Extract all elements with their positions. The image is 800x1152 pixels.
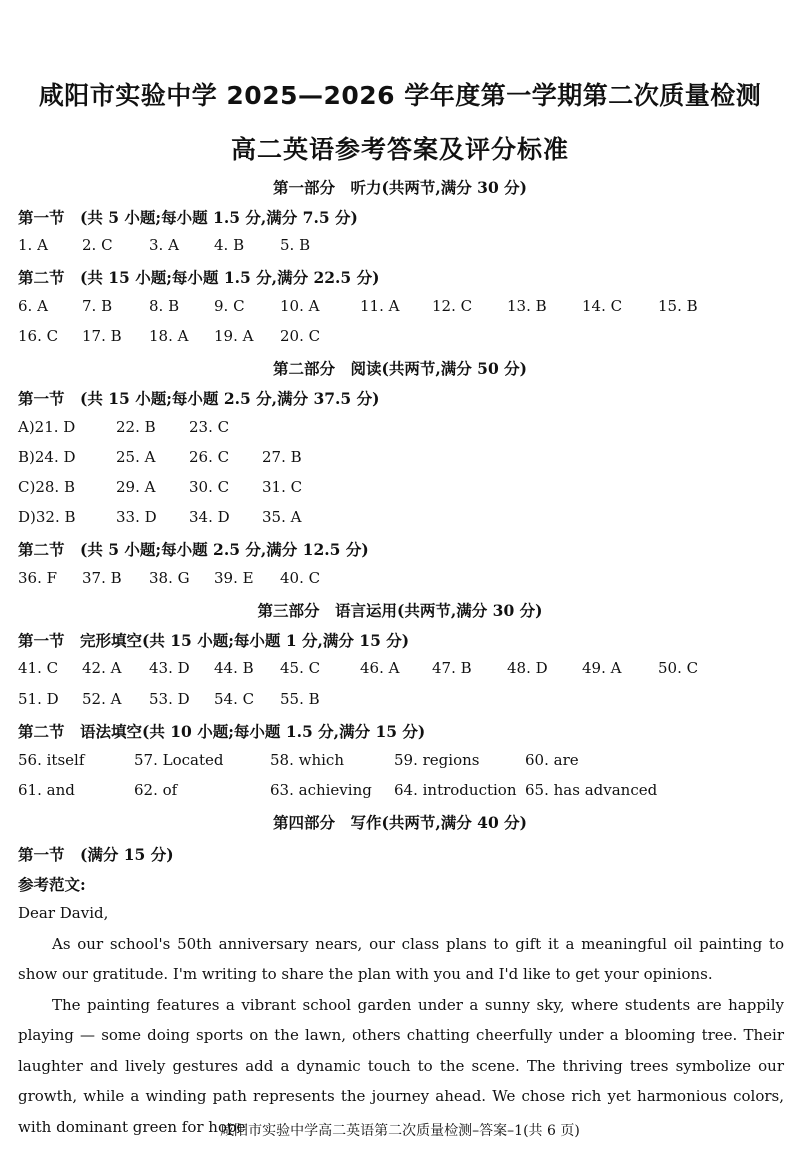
answer-item: A)21. D bbox=[18, 418, 76, 436]
answer-item: 1. A bbox=[18, 236, 48, 254]
part1-heading: 第一部分 听力(共两节,满分 30 分) bbox=[273, 178, 527, 197]
sample-essay bbox=[18, 898, 784, 1142]
answer-item: 23. C bbox=[189, 418, 230, 436]
answer-item: 16. C bbox=[18, 327, 59, 345]
answer-item: 29. A bbox=[116, 478, 156, 496]
answer-item: 41. C bbox=[18, 659, 59, 677]
part1-sec2-heading: 第二节 (共 15 小题;每小题 1.5 分,满分 22.5 分) bbox=[18, 268, 380, 287]
answer-item: 7. B bbox=[82, 297, 113, 315]
answer-item: 63. achieving bbox=[270, 781, 372, 799]
part2-sec2-heading: 第二节 (共 5 小题;每小题 2.5 分,满分 12.5 分) bbox=[18, 540, 369, 559]
answer-item: 2. C bbox=[82, 236, 113, 254]
answer-item: 18. A bbox=[149, 327, 189, 345]
answer-item: 54. C bbox=[214, 690, 255, 708]
part4-sec1-heading: 第一节 (满分 15 分) bbox=[18, 845, 174, 864]
answer-item: 10. A bbox=[280, 297, 320, 315]
answer-item: C)28. B bbox=[18, 478, 75, 496]
answer-item: 35. A bbox=[262, 508, 302, 526]
answer-item: 43. D bbox=[149, 659, 190, 677]
answer-item: 50. C bbox=[658, 659, 699, 677]
answer-item: 52. A bbox=[82, 690, 122, 708]
answer-item: 65. has advanced bbox=[525, 781, 658, 799]
essay-salutation: Dear David, bbox=[18, 904, 109, 922]
answer-item: 13. B bbox=[507, 297, 547, 315]
answer-item: 49. A bbox=[582, 659, 622, 677]
answer-item: 8. B bbox=[149, 297, 180, 315]
part3-sec2-heading: 第二节 语法填空(共 10 小题;每小题 1.5 分,满分 15 分) bbox=[18, 722, 426, 741]
answer-item: 37. B bbox=[82, 569, 122, 587]
answer-item: 19. A bbox=[214, 327, 254, 345]
answer-row bbox=[18, 690, 788, 710]
answer-item: 3. A bbox=[149, 236, 179, 254]
answer-row bbox=[18, 327, 788, 347]
answer-item: 22. B bbox=[116, 418, 156, 436]
part2-heading: 第二部分 阅读(共两节,满分 50 分) bbox=[273, 359, 527, 378]
answer-item: 38. G bbox=[149, 569, 190, 587]
answer-item: 31. C bbox=[262, 478, 303, 496]
answer-item: 17. B bbox=[82, 327, 122, 345]
answer-item: 4. B bbox=[214, 236, 245, 254]
answer-item: 11. A bbox=[360, 297, 400, 315]
answer-item: 12. C bbox=[432, 297, 473, 315]
answer-row bbox=[18, 569, 788, 589]
answer-item: 56. itself bbox=[18, 751, 85, 769]
part2-sec1-heading: 第一节 (共 15 小题;每小题 2.5 分,满分 37.5 分) bbox=[18, 389, 380, 408]
exam-title: 咸阳市实验中学 2025—2026 学年度第一学期第二次质量检测 bbox=[38, 81, 762, 110]
part3-sec1-heading: 第一节 完形填空(共 15 小题;每小题 1 分,满分 15 分) bbox=[18, 631, 410, 650]
answer-item: 55. B bbox=[280, 690, 320, 708]
answer-item: 48. D bbox=[507, 659, 548, 677]
answer-item: 36. F bbox=[18, 569, 58, 587]
answer-item: 58. which bbox=[270, 751, 344, 769]
answer-item: 6. A bbox=[18, 297, 48, 315]
answer-item: 61. and bbox=[18, 781, 75, 799]
answer-item: B)24. D bbox=[18, 448, 76, 466]
answer-item: 25. A bbox=[116, 448, 156, 466]
answer-item: 40. C bbox=[280, 569, 321, 587]
answer-item: 39. E bbox=[214, 569, 254, 587]
answer-item: 15. B bbox=[658, 297, 698, 315]
answer-item: 53. D bbox=[149, 690, 190, 708]
sample-essay-label: 参考范文: bbox=[18, 875, 86, 894]
answer-row bbox=[18, 508, 788, 528]
answer-row bbox=[18, 297, 788, 317]
part1-sec1-heading: 第一节 (共 5 小题;每小题 1.5 分,满分 7.5 分) bbox=[18, 208, 358, 227]
answer-item: 64. introduction bbox=[394, 781, 517, 799]
part4-heading: 第四部分 写作(共两节,满分 40 分) bbox=[273, 813, 527, 832]
page-footer: 咸阳市实验中学高二英语第二次质量检测–答案–1(共 6 页) bbox=[220, 1123, 580, 1139]
answer-item: D)32. B bbox=[18, 508, 76, 526]
answer-row bbox=[18, 478, 788, 498]
answer-item: 45. C bbox=[280, 659, 321, 677]
answer-item: 33. D bbox=[116, 508, 157, 526]
answer-item: 42. A bbox=[82, 659, 122, 677]
answer-row bbox=[18, 659, 788, 679]
answer-row bbox=[18, 751, 788, 771]
answer-item: 46. A bbox=[360, 659, 400, 677]
answer-row bbox=[18, 418, 788, 438]
answer-item: 27. B bbox=[262, 448, 302, 466]
answer-item: 30. C bbox=[189, 478, 230, 496]
answer-key-title: 高二英语参考答案及评分标准 bbox=[230, 135, 569, 164]
part3-heading: 第三部分 语言运用(共两节,满分 30 分) bbox=[257, 601, 543, 620]
answer-item: 20. C bbox=[280, 327, 321, 345]
answer-item: 51. D bbox=[18, 690, 59, 708]
essay-paragraph: The painting features a vibrant school garden under a sunny sky, where students are happily playing — some doing sports on the lawn, others chatting cheerfully under a blooming tree. Their laughter and lively gestures add a dynamic touch to the scene. The thriving trees symbolize our growth, while a winding path represents the journey ahead. We chose rich yet harmonious colors, with dominant green for hope bbox=[18, 995, 784, 1136]
answer-item: 59. regions bbox=[394, 751, 480, 769]
answer-item: 57. Located bbox=[134, 751, 224, 769]
answer-item: 5. B bbox=[280, 236, 311, 254]
answer-row bbox=[18, 236, 788, 256]
answer-item: 26. C bbox=[189, 448, 230, 466]
answer-row bbox=[18, 448, 788, 468]
answer-item: 9. C bbox=[214, 297, 245, 315]
essay-paragraph: As our school's 50th anniversary nears, our class plans to gift it a meaningful oil painting to show our gratitude. I'm writing to share the plan with you and I'd like to get your opinions. bbox=[18, 934, 784, 983]
answer-item: 60. are bbox=[525, 751, 579, 769]
answer-item: 62. of bbox=[134, 781, 178, 799]
answer-item: 47. B bbox=[432, 659, 472, 677]
answer-item: 14. C bbox=[582, 297, 623, 315]
answer-item: 34. D bbox=[189, 508, 230, 526]
answer-row bbox=[18, 781, 788, 801]
answer-item: 44. B bbox=[214, 659, 254, 677]
